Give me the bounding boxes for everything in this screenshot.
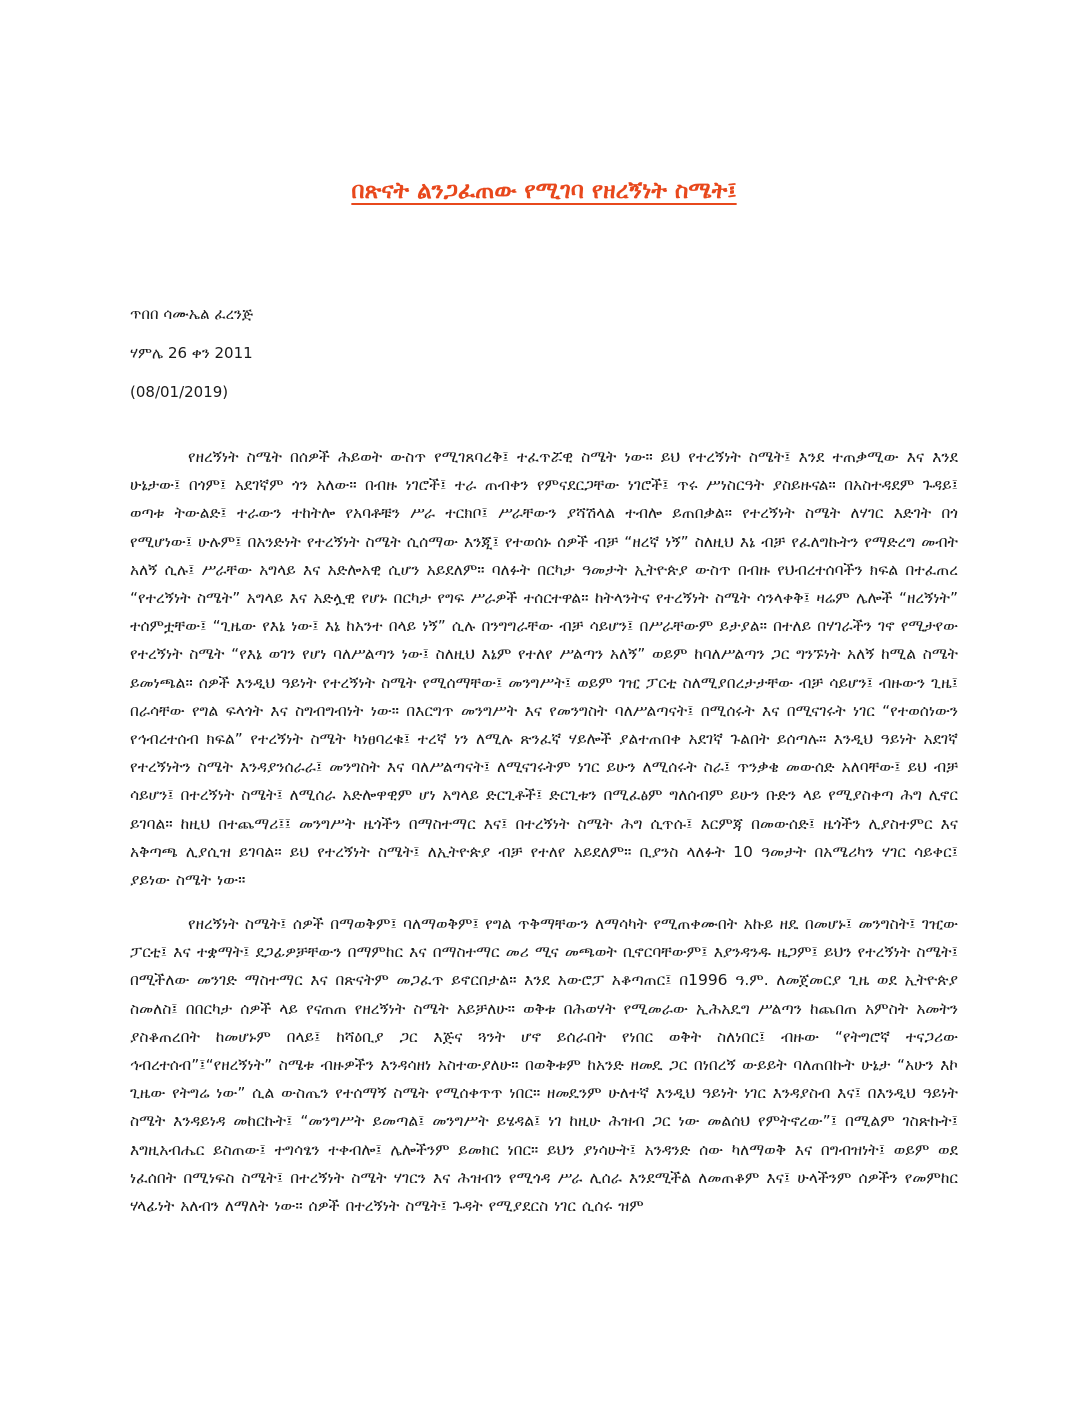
document-title: በጽናት ልንጋፈጠው የሚገባ የዘረኝነት ስሜት፤: [351, 178, 737, 204]
body-paragraph: የዘረኝነት ስሜት፤ ሰዎች በማወቅም፤ ባለማወቅም፤ የግል ጥቅማቸውን ለማሳካት የሚጠቀሙበት አኩይ ዘዴ በመሆኑ፤ መንግስት፤ ገዢው ፓርቲ፤ እና ተቋማት፤ ደጋፊዎቻቸውን በማምከር እና በማስተማር መሪ ሚና መጫወት ቢኖርባቸውም፤ እያንዳንዱ ዜጋም፤ ይህን የተረኝነት ስሜት፤ በሚችለው መንገድ ማስተማር እና በጽናትም መጋፈጥ ይኖርበታል። እንደ አውሮፓ አቆጣጠር፤ በ1996 ዓ.ም. ለመጀመርያ ጊዜ ወደ ኢትዮጵያ ስመለስ፤ በበርካታ ሰዎች ላይ የናጠጠ የዘረኝነት ስሜት አይቻለሁ። ወቅቱ በሕወሃት የሚመራው ኢሕአዴግ ሥልጣን ከጨበጠ አምስት አመትን ያስቆጠረበት ከመሆኑም በላይ፤ ከሻዕቢያ ጋር እጅና ጓንት ሆኖ ይሰራበት የነበር ወቅት ስለነበር፤ ብዙው “የትግሮኛ ተናጋሪው ኅብረተሰብ”፤“የዘረኝነት” ስሜቱ ብዙዎችን እንዳሳዘነ አስተውያለሁ። በወቅቱም ከአንድ ዘመዴ ጋር በነበረኝ ውይይት ባለጠበኩት ሁኔታ “አሁን እኮ ጊዜው የትግሬ ነው” ሲል ውስጤን የተሰማኝ ስሜት የሚሰቀጥጥ ነበር። ዘመዴንም ሁለተኛ እንዲህ ዓይነት ነገር እንዳያስብ እና፤ በእንዲህ ዓይነት ስሜት እንዳይነዳ መከርኩት፤ “መንግሥት ይመጣል፤ መንግሥት ይሄዳል፤ ነገ ከዚሁ ሕዝብ ጋር ነው መልሰህ የምትኖረው”፤ በሚልም ገስጽኩት፤ እግዚአብሔር ይስጠው፤ ተግሳፄን ተቀብሎ፤ ሌሎችንም ይመክር ነበር። ይህን ያነሳሁት፤ አንዳንድ ሰው ካለማወቅ እና በግብዝነት፤ ወይም ወደ ነፈሰበት በሚነፍስ ስሜት፤ በተረኝነት ስሜት ሃገርን እና ሕዝብን የሚጎዳ ሥራ ሊሰራ እንደሚችል ለመጠቆም እና፤ ሁላችንም ሰዎችን የመምከር ሃላፊነት አለብን ለማለት ነው። ሰዎች በተረኝነት ስሜት፤ ጉዳት የሚያደርስ ነገር ሲሰሩ ዝም: [130, 915, 958, 1216]
author-name: ጥበበ ሳሙኤል ፈረንጅ: [130, 305, 254, 323]
body-paragraph: የዘረኝነት ስሜት በሰዎች ሕይወት ውስጥ የሚገጸባረቅ፤ ተፈጥሯዊ ስሜት ነው። ይህ የተረኝነት ስሜት፤ እንደ ተጠቃሚው እና እንደ ሁኔታው፤ በጎም፤ አደገኛም ጎን አለው። በብዙ ነገሮች፤ ተራ ጠብቀን የምናደርጋቸው ነገሮች፤ ጥሩ ሥነስርዓት ያስይዙናል። በአስተዳደም ጉዳይ፤ ወጣቱ ትውልድ፤ ተራውን ተከትሎ የአባቶቹን ሥራ ተርክቦ፤ ሥራቸውን ያሻሽላል ተብሎ ይጠበቃል። የተረኝነት ስሜት ለሃገር እድገት በጎ የሚሆነው፤ ሁሉም፤ በአንድነት የተረኝነት ስሜት ሲሰማው እንጂ፤ የተወሰኑ ሰዎች ብቻ “ዘረኛ ነኝ” ስለዚህ እኔ ብቻ የፈለግኩትን የማድረግ መብት አለኝ ሲሉ፤ ሥራቸው አግላይ እና አድሎአዊ ሲሆን አይደለም። ባለፉት በርካታ ዓመታት ኢትዮጵያ ውስጥ በብዙ የህብረተሰባችን ክፍል በተፈጠረ “የተረኝነት ስሜት” አግላይ እና አድሏዊ የሆኑ በርካታ የግፍ ሥራዎች ተሰርተዋል። ከትላንትና የተረኝነት ስሜት ሳንላቀቅ፤ ዛሬም ሌሎች “ዘረኝነት” ተሰምቷቸው፤ “ጊዜው የእኔ ነው፤ እኔ ከአንተ በላይ ነኝ” ሲሉ በንግግራቸው ብቻ ሳይሆን፤ በሥራቸውም ይታያል። በተለይ በሃገራችን ገኖ የሚታየው የተረኝነት ስሜት “የእኔ ወገን የሆነ ባለሥልጣን ነው፤ ስለዚህ እኔም የተለየ ሥልጣን አለኝ” ወይም ከባለሥልጣን ጋር ግንኙነት አለኝ ከሚል ስሜት ይመነጫል። ሰዎች እንዲህ ዓይነት የተረኝነት ስሜት የሚሰማቸው፤ መንግሥት፤ ወይም ገዢ ፓርቲ ስለሚያበረታታቸው ብቻ ሳይሆን፤ ብዙውን ጊዜ፤ በራሳቸው የግል ፍላጎት እና ስግብግብነት ነው። በእርግጥ መንግሥት እና የመንግስት ባለሥልጣናት፤ በሚሰሩት እና በሚናገሩት ነገር “የተወሰነውን የኅብረተሰብ ክፍል” የተረኝነት ስሜት ካነፀባረቁ፤ ተረኛ ነን ለሚሉ ጽንፈኛ ሃይሎች ያልተጠበቀ አደገኛ ጉልበት ይሰጣሉ። እንዲህ ዓይነት አደገኛ የተረኝነትን ስሜት እንዳያንሰራራ፤ መንግስት እና ባለሥልጣናት፤ ለሚናገሩትም ነገር ይሁን ለሚሰሩት ስራ፤ ጥንቃቄ መውሰድ አለባቸው፤ ይህ ብቻ ሳይሆን፤ በተረኝነት ስሜት፤ ለሚሰራ አድሎዋዊም ሆነ አግላይ ድርጊቶች፤ ድርጊቱን በሚፈፅም ግለሰብም ይሁን ቡድን ላይ የሚያስቀጣ ሕግ ሊኖር ይገባል። ከዚህ በተጨማሪ፤፤ መንግሥት ዜጎችን በማስተማር እና፤ በተረኝነት ስሜት ሕግ ሲጥሱ፤ እርምጃ በመውሰድ፤ ዜጎችን ሊያስተምር እና አቅጣጫ ሊያሲዝ ይገባል። ይህ የተረኝነት ስሜት፤ ለኢትዮጵያ ብቻ የተለየ አይደለም። ቢያንስ ላለፉት 10 ዓመታት በአሜሪካን ሃገር ሳይቀር፤ ያይነው ስሜት ነው።: [130, 448, 958, 890]
date-gregorian: (08/01/2019): [130, 383, 229, 401]
date-ethiopian: ሃምሌ 26 ቀን 2011: [130, 344, 253, 362]
